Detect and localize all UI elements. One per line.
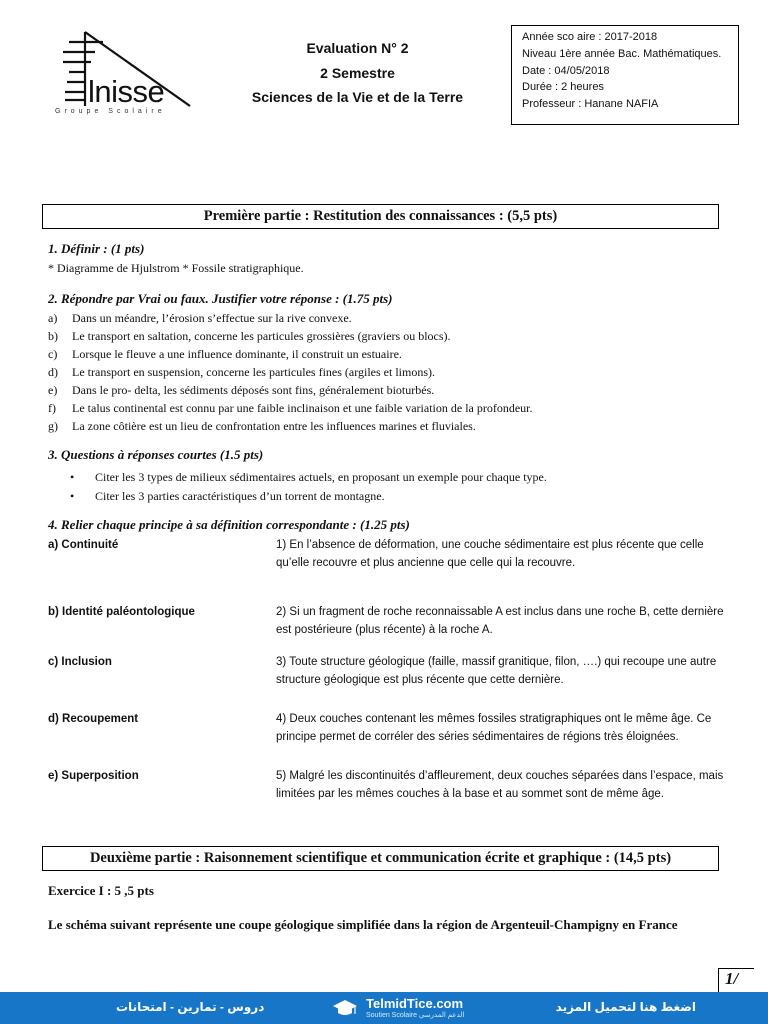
term-identite: b) Identité paléontologique (48, 606, 195, 618)
q4-title: 4. Relier chaque principe à sa définition correspondante : (1.25 pts) (48, 517, 410, 532)
term-recoupement: d) Recoupement (48, 713, 139, 725)
teacher: Professeur : Hanane NAFIA (522, 98, 659, 111)
q2-title: 2. Répondre par Vrai ou faux. Justifier votre réponse : (1.75 pts) (48, 291, 393, 306)
part2-title-box (42, 846, 719, 871)
term-superposition: e) Superposition (48, 770, 139, 782)
exercise-title: Exercice I : 5 ,5 pts (48, 883, 154, 898)
level: Niveau 1ère année Bac. Mathématiques. (522, 47, 722, 60)
logo-wordmark: lnisse (88, 74, 165, 109)
exam-semester: 2 Semestre (320, 65, 395, 81)
list-item: b) Le transport en saltation, concerne les particules grossières (graviers ou blocs). (48, 329, 451, 343)
q1-text: * Diagramme de Hjulstrom * Fossile stratigraphique. (48, 261, 304, 275)
definition-4: 4) Deux couches contenant les mêmes fossiles stratigraphiques ont le même âge. Ce principe permet de corréler des séries sédimentaires de régions très éloignées. (276, 713, 712, 743)
list-item: • Citer les 3 types de milieux sédimentaires actuels, en proposant un exemple pour chaque type. (70, 470, 547, 484)
definition-5: 5) Malgré les discontinuités d’affleurement, deux couches séparées dans l’espace, mais limitées par les mêmes couches à la base et au sommet sont de même âge. (276, 770, 724, 800)
part2-title: Deuxième partie : Raisonnement scientifique et communication écrite et graphique : (14,5 pts) (89, 850, 672, 866)
logo-subtitle: Groupe Scolaire (55, 108, 166, 115)
list-item: e) Dans le pro- delta, les sédiments déposés sont fins, généralement bioturbés. (48, 383, 435, 397)
exam-duration: Durée : 2 heures (522, 81, 604, 94)
footer-brand-subtitle: Soutien Scolaire الدعم المدرسي (366, 1012, 465, 1019)
definition-3: 3) Toute structure géologique (faille, massif granitique, filon, ….) qui recoupe une autre structure géologique est plus récente que cette dernière. (276, 656, 717, 686)
list-item: d) Le transport en suspension, concerne les particules fines (argiles et limons). (48, 365, 436, 379)
page-number: 1/ (718, 968, 754, 994)
q3-title: 3. Questions à réponses courtes (1.5 pts) (48, 447, 264, 462)
definition-2: 2) Si un fragment de roche reconnaissable A est inclus dans une roche B, cette dernière est postérieure (plus récente) à la roche A. (276, 606, 724, 636)
q3-list (70, 468, 547, 505)
exam-subject: Sciences de la Vie et de la Terre (251, 89, 464, 105)
list-item: • Citer les 3 parties caractéristiques d’un torrent de montagne. (70, 488, 385, 503)
exercise-text: Le schéma suivant représente une coupe géologique simplifiée dans la région de Argenteuil-Champigny en France (48, 917, 678, 932)
part1-title: Première partie : Restitution des connaissances : (5,5 pts) (203, 208, 558, 224)
q1-title: 1. Définir : (1 pts) (48, 241, 145, 256)
exam-date: Date : 04/05/2018 (522, 64, 610, 77)
definition-1: 1) En l’absence de déformation, une couche sédimentaire est plus récente que celle qu’elle recouvre et plus ancienne que celle qui la recouvre. (276, 539, 704, 569)
footer-banner[interactable] (0, 992, 768, 1024)
q2-list (48, 309, 533, 435)
list-item: f) Le talus continental est connu par une faible inclinaison et une faible variation de la profondeur. (48, 401, 533, 415)
list-item: c) Lorsque le fleuve a une influence dominante, il construit un estuaire. (48, 347, 402, 361)
term-continuite: a) Continuité (48, 539, 119, 551)
exam-title: Evaluation N° 2 (306, 40, 409, 56)
footer-courses-link[interactable]: دروس - تمارين - امتحانات (116, 1000, 265, 1014)
graduation-cap-icon (332, 997, 358, 1019)
exam-info-box (511, 25, 739, 125)
list-item: g) La zone côtière est un lieu de confrontation entre les influences marines et fluviales. (48, 419, 476, 433)
list-item: a) Dans un méandre, l’érosion s’effectue sur la rive convexe. (48, 311, 352, 325)
school-year: Année sco aire : 2017-2018 (522, 31, 658, 43)
term-inclusion: c) Inclusion (48, 656, 112, 668)
part1-title-box (42, 204, 719, 229)
footer-brand[interactable]: TelmidTice.com (366, 996, 464, 1011)
footer-download-link[interactable]: اضغط هنا لتحميل المزيد (555, 1000, 696, 1014)
